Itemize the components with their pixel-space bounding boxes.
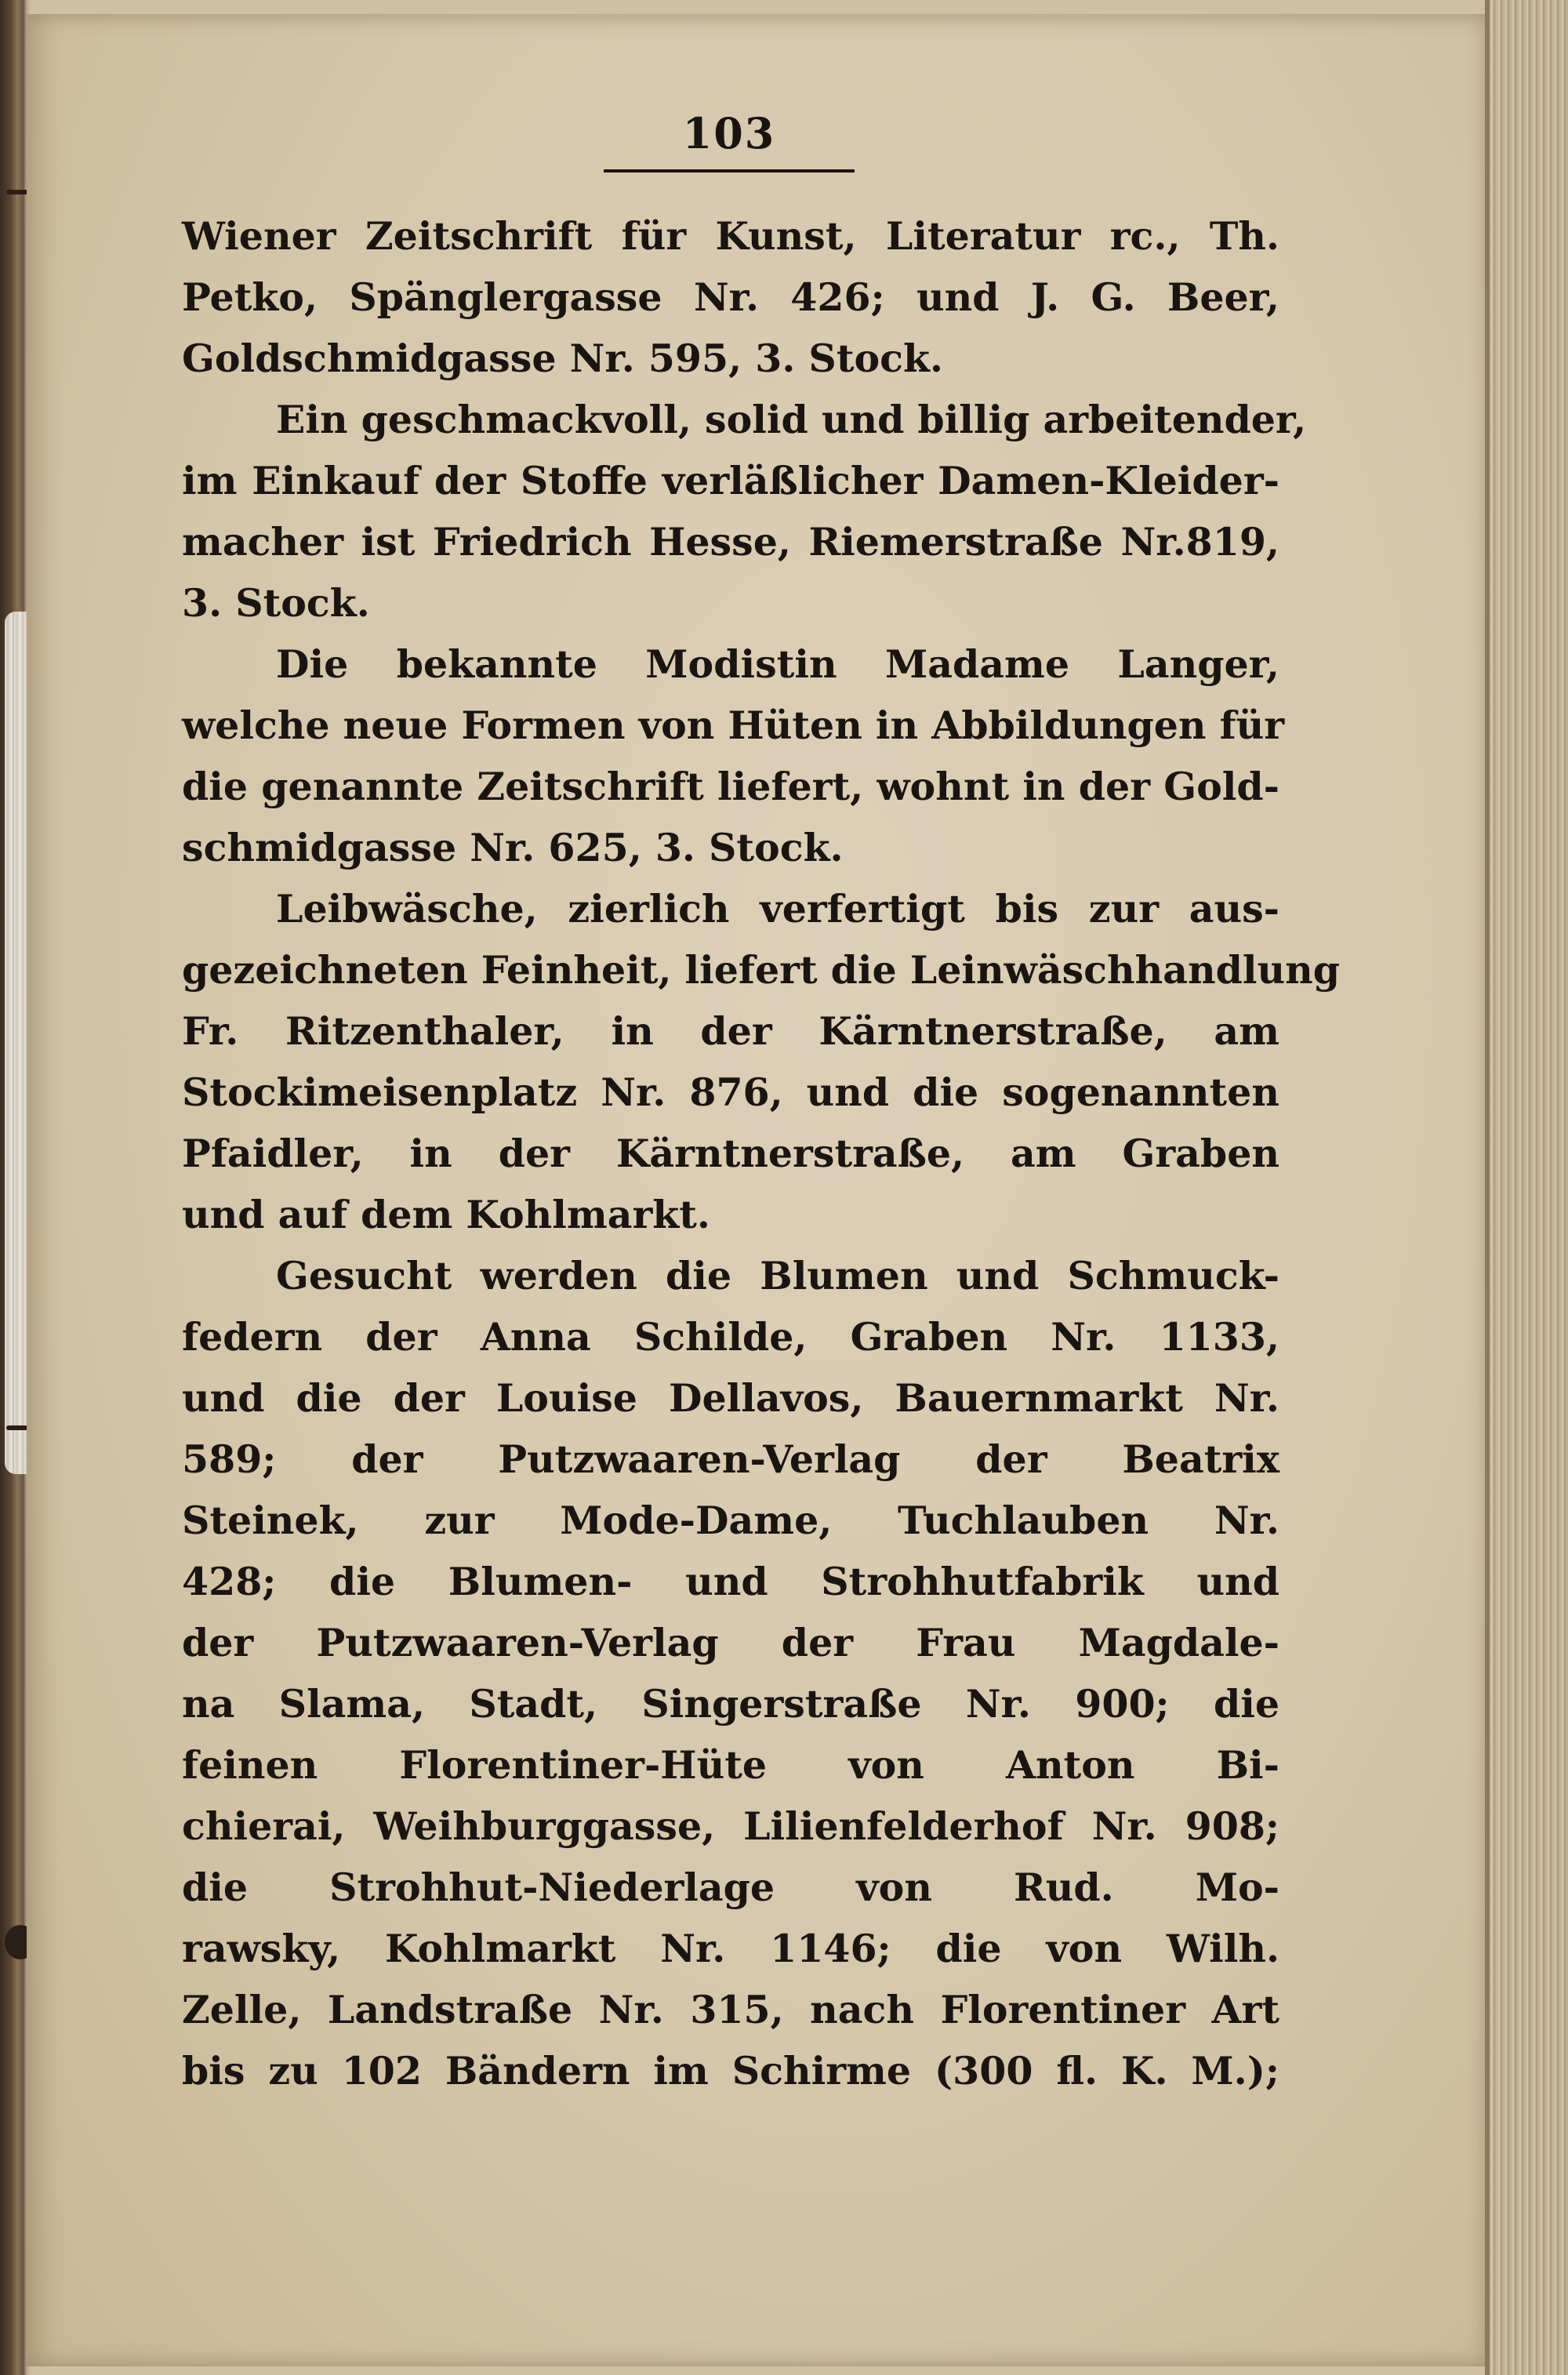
text-line: 3. Stock.: [182, 580, 370, 626]
text-line: rawsky, Kohlmarkt Nr. 1146; die von Wilh.: [182, 1926, 1279, 1971]
text-line: Fr. Ritzenthaler, in der Kärntnerstraße, am: [182, 1008, 1279, 1054]
body-text: [182, 205, 1341, 2101]
text-line: bis zu 102 Bändern im Schirme (300 fl. K. M.);: [182, 2048, 1279, 2094]
text-line: Ein geschmackvoll, solid und billig arbeitender,: [276, 397, 1307, 442]
text-line: schmidgasse Nr. 625, 3. Stock.: [182, 825, 844, 870]
text-line: Gesucht werden die Blumen und Schmuck-: [276, 1253, 1279, 1298]
text-line: gezeichneten Feinheit, liefert die Leinwäschhandlung: [182, 947, 1341, 993]
text-line: chierai, Weihburggasse, Lilienfelderhof Nr. 908;: [182, 1803, 1279, 1849]
text-line: federn der Anna Schilde, Graben Nr. 1133,: [182, 1314, 1279, 1360]
text-line: und auf dem Kohlmarkt.: [182, 1192, 710, 1237]
text-line: Leibwäsche, zierlich verfertigt bis zur aus-: [276, 886, 1279, 931]
text-line: Steinek, zur Mode-Dame, Tuchlauben Nr.: [182, 1498, 1279, 1543]
page-header: [596, 108, 862, 172]
text-line: Stockimeisenplatz Nr. 876, und die sogenannten: [182, 1069, 1279, 1115]
text-line: im Einkauf der Stoffe verläßlicher Damen-Kleider-: [182, 458, 1279, 503]
page-number: 103: [682, 108, 776, 158]
text-line: Goldschmidgasse Nr. 595, 3. Stock.: [182, 336, 943, 381]
text-line: der Putzwaaren-Verlag der Frau Magdale-: [182, 1620, 1279, 1665]
text-line: Pfaidler, in der Kärntnerstraße, am Graben: [182, 1131, 1279, 1176]
text-line: na Slama, Stadt, Singerstraße Nr. 900; die: [182, 1681, 1279, 1727]
text-line: 589; der Putzwaaren-Verlag der Beatrix: [182, 1436, 1279, 1482]
text-line: 428; die Blumen- und Strohhutfabrik und: [182, 1559, 1279, 1604]
text-line: Wiener Zeitschrift für Kunst, Literatur rc., Th.: [182, 213, 1279, 259]
text-line: Die bekannte Modistin Madame Langer,: [276, 641, 1279, 687]
text-line: macher ist Friedrich Hesse, Riemerstraße Nr.819,: [182, 519, 1279, 565]
text-line: die Strohhut-Niederlage von Rud. Mo-: [182, 1865, 1279, 1910]
text-line: die genannte Zeitschrift liefert, wohnt in der Gold-: [182, 764, 1279, 809]
text-line: und die der Louise Dellavos, Bauernmarkt Nr.: [182, 1375, 1279, 1421]
text-line: feinen Florentiner-Hüte von Anton Bi-: [182, 1742, 1279, 1788]
header-rule: [604, 169, 855, 172]
page-edges: [1488, 0, 1568, 2375]
text-line: Petko, Spänglergasse Nr. 426; und J. G. Beer,: [182, 274, 1279, 320]
text-line: Zelle, Landstraße Nr. 315, nach Florentiner Art: [182, 1987, 1279, 2032]
text-line: welche neue Formen von Hüten in Abbildungen für: [182, 703, 1285, 748]
